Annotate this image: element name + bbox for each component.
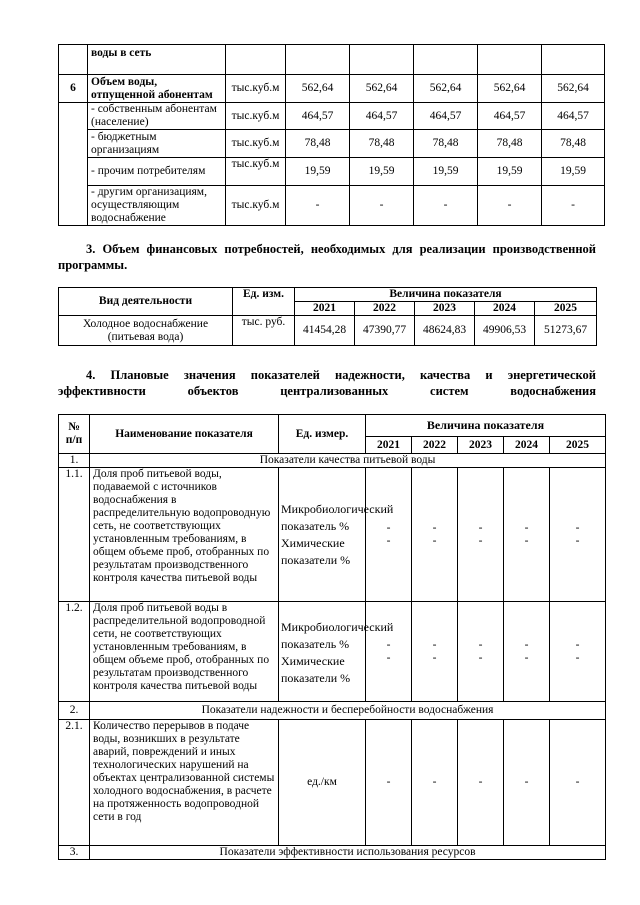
col-unit-header: Ед. измер. [279,415,366,454]
row-number: 6 [59,75,88,103]
table-row [59,720,606,846]
value-cell: 464,57 [542,103,605,130]
table1-top-label: воды в сеть [88,45,226,75]
row-unit: тыс.куб.м [226,158,286,186]
year-header: 2024 [504,437,550,454]
unit-microbiological: Микробиологический показатель % [281,501,394,533]
row-number: 2.1. [59,720,90,846]
col-num-header: № п/п [59,415,90,454]
row-name: Объем воды, отпущенной абонентам [88,75,226,103]
table-row [59,103,605,130]
row-unit: тыс.куб.м [226,130,286,158]
row-name: Доля проб питьевой воды в распределительной водопроводной сети, не соответствующих установленным требованиям, в общем объеме проб, отобранных по результатам производственного контроля качества питьевой воды [90,602,279,702]
table-row [59,468,606,602]
value-cell: - [432,651,437,664]
section3-heading: 3. Объем финансовых потребностей, необходимых для реализации производственной программы. [58,242,596,272]
table-row [59,186,605,226]
year-header: 2025 [550,437,606,454]
year-header: 2025 [535,302,597,316]
section4-heading: 4. Плановые значения показателей надежности, качества и энергетической эффективности объектов централизованных систем водоснабжения [58,368,596,398]
value-cell: 464,57 [286,103,350,130]
value-cell: - [524,638,529,651]
value-cell: - [432,638,437,651]
value-cell: 464,57 [478,103,542,130]
value-cell: - [542,186,605,226]
row-unit: тыс.куб.м [226,103,286,130]
row-name: Доля проб питьевой воды, подаваемой с источников водоснабжения в распределительную водопроводную сеть, не соответствующих установленным требованиям, в общем объеме проб, отобранных по результатам производственного контроля качества питьевой воды [90,468,279,602]
table-row [59,316,597,346]
unit-chemical: Химические показатели % [281,535,351,567]
value-cell: 19,59 [286,158,350,186]
table-row [59,130,605,158]
value-cell: - [386,521,391,534]
value-cell: - [386,651,391,664]
value-cell: 562,64 [542,75,605,103]
row-unit: ед./км [279,720,366,846]
value-cell: 41454,28 [295,316,355,346]
row-number: 1.1. [59,468,90,602]
col-unit-header: Ед. изм. [233,288,295,316]
unit-microbiological: Микробиологический показатель % [281,619,394,651]
value-cell: - [478,186,542,226]
value-cell: 78,48 [478,130,542,158]
value-cell: - [386,638,391,651]
section-row [59,846,606,860]
value-cell: - [524,534,529,547]
value-cell: - [432,534,437,547]
year-header: 2022 [355,302,415,316]
value-cell: - [478,638,483,651]
value-cell: 464,57 [350,103,414,130]
value-cell: - [478,521,483,534]
activity-name: Холодное водоснабжение (питьевая вода) [59,316,233,346]
value-cell: 562,64 [286,75,350,103]
value-cell: 48624,83 [415,316,475,346]
value-cell: - [478,534,483,547]
value-cell: - [414,186,478,226]
value-cell: - [478,651,483,664]
value-cell: - [366,720,412,846]
value-cell: - [458,720,504,846]
value-cell: - [575,651,580,664]
col-name-header: Наименование показателя [90,415,279,454]
value-cell: - [286,186,350,226]
row-name: Количество перерывов в подаче воды, возникших в результате аварий, повреждений и иных технологических нарушений на объектах централизованной системы холодного водоснабжения, в расчете на протяженность водопроводной сети в год [90,720,279,846]
value-cell: 464,57 [414,103,478,130]
table-row [59,602,606,702]
row-number: 1.2. [59,602,90,702]
value-cell: - [524,651,529,664]
value-cell: 47390,77 [355,316,415,346]
value-cell: 49906,53 [475,316,535,346]
section-row [59,702,606,720]
value-cell: 19,59 [350,158,414,186]
year-header: 2023 [458,437,504,454]
section-title: Показатели эффективности использования ресурсов [90,846,606,860]
value-cell: 51273,67 [535,316,597,346]
value-cell: - [550,720,606,846]
value-cell: - [575,534,580,547]
table-row [59,75,605,103]
financial-needs-table [58,287,597,346]
year-header: 2024 [475,302,535,316]
section-row [59,454,606,468]
section-number: 3. [59,846,90,860]
value-cell: 562,64 [414,75,478,103]
value-cell: 562,64 [350,75,414,103]
row-name: - другим организациям, осуществляющим водоснабжение [88,186,226,226]
value-cell: 19,59 [414,158,478,186]
value-cell: 19,59 [478,158,542,186]
year-header: 2021 [295,302,355,316]
reliability-indicators-table [58,414,606,860]
year-header: 2022 [412,437,458,454]
row-name: - бюджетным организациям [88,130,226,158]
value-cell: 78,48 [350,130,414,158]
section-title: Показатели качества питьевой воды [90,454,606,468]
row-unit: тыс.куб.м [226,186,286,226]
value-cell: 78,48 [414,130,478,158]
row-unit: тыс.куб.м [226,75,286,103]
value-cell: - [504,720,550,846]
row-name: - собственным абонентам (население) [88,103,226,130]
row-unit: тыс. руб. [233,316,295,346]
section-number: 2. [59,702,90,720]
value-cell: - [575,521,580,534]
table-row [59,158,605,186]
year-header: 2021 [366,437,412,454]
value-cell: 78,48 [542,130,605,158]
value-cell: 562,64 [478,75,542,103]
value-cell: - [575,638,580,651]
year-header: 2023 [415,302,475,316]
section-title: Показатели надежности и бесперебойности водоснабжения [90,702,606,720]
unit-chemical: Химические показатели % [281,653,351,685]
value-cell: - [412,720,458,846]
value-cell: 19,59 [542,158,605,186]
value-cell: - [386,534,391,547]
value-cell: - [432,521,437,534]
row-name: - прочим потребителям [88,158,226,186]
value-cell: - [350,186,414,226]
col-value-header: Величина показателя [366,415,606,437]
value-cell: - [524,521,529,534]
col-activity-header: Вид деятельности [59,288,233,316]
water-volume-table [58,44,605,226]
value-cell: 78,48 [286,130,350,158]
col-value-header: Величина показателя [295,288,597,302]
section-number: 1. [59,454,90,468]
